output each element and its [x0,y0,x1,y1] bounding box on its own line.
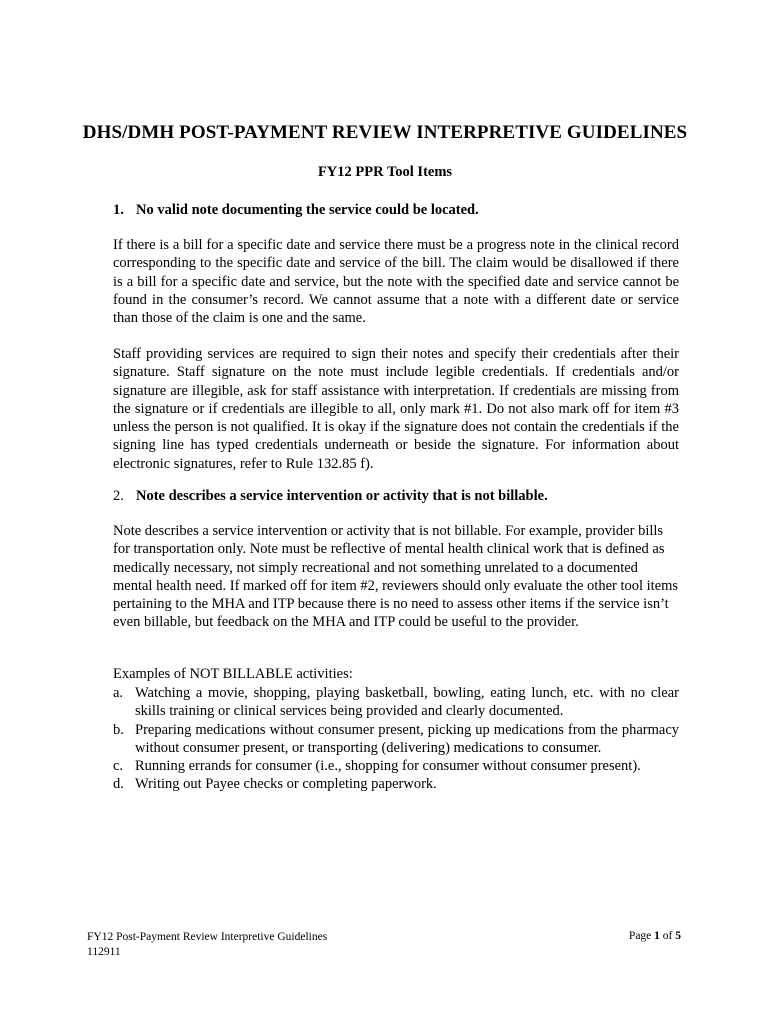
document-title: DHS/DMH POST-PAYMENT REVIEW INTERPRETIVE GUIDELINES [82,122,688,143]
item1-heading [113,202,479,219]
list-item [113,757,679,775]
page-word: Page [628,930,655,942]
page-total: 5 [675,930,681,942]
list-item-text: Running errands for consumer (i.e., shopping for consumer without consumer present). [135,758,641,775]
item2-heading-text: Note describes a service intervention or activity that is not billable. [136,488,548,504]
item2-number: 2. [113,488,124,504]
item1-heading-text: No valid note documenting the service could be located. [136,202,479,218]
list-marker: a. [113,685,124,701]
list-marker: c. [113,758,124,775]
footer-document-date: 112911 [87,946,121,958]
document-subtitle: FY12 PPR Tool Items [317,164,453,180]
examples-title: Examples of NOT BILLABLE activities: [113,666,353,682]
item1-paragraph-2: Staff providing services are required to sign their notes and specify their credentials after their signature. Staff signature on the note must include legible credentials. If credentials and/or signature are illegible, ask for staff assistance with interpretation. If credentials are missing from the signature or if credentials are illegible to all, only mark #1. Do not also mark off for item #3 unless the person is not qualified. It is okay if the signature does not contain the credentials if the signing line has typed credentials underneath or beside the signature. For information about electronic signatures, refer to Rule 132.85 f). [113,346,679,472]
page-number [629,930,681,942]
list-item [113,684,679,721]
list-item-text: Watching a movie, shopping, playing basketball, bowling, eating lunch, etc. with no clear skills training or clinical services being provided and clearly documented. [135,685,679,720]
list-item [113,775,679,793]
item2-heading [113,488,548,505]
list-marker: b. [113,721,124,738]
item1-number: 1. [113,202,124,218]
list-item-text: Preparing medications without consumer present, picking up medications from the pharmacy without consumer present, or transporting (delivering) medications to consumer. [135,721,679,756]
examples-list [113,684,679,794]
page-current: 1 [654,930,660,942]
list-item [113,721,679,758]
footer-document-info [87,930,327,960]
item1-paragraph-1: If there is a bill for a specific date and service there must be a progress note in the clinical record corresponding to the specific date and service of the bill. The claim would be disallowed if there is a bill for a specific date and service, but the note with the specified date and service cannot be found in the consumer’s record. We cannot assume that a note with a different date or service than those of the claim is one and the same. [113,237,679,327]
footer-document-name: FY12 Post-Payment Review Interpretive Guidelines [87,931,328,943]
page-of: of [659,930,676,942]
item2-paragraph-1: Note describes a service intervention or activity that is not billable. For example, provider bills for transportation only. Note must be reflective of mental health clinical work that is defined as medically necessary, not simply recreational and not something unrelated to a documented mental health need. If marked off for item #2, reviewers should only evaluate the other tool items pertaining to the MHA and ITP because there is no need to assess other items if the service isn’t even billable, but feedback on the MHA and ITP could be useful to the provider. [113,523,679,631]
list-item-text: Writing out Payee checks or completing paperwork. [135,776,437,793]
list-marker: d. [113,776,124,793]
